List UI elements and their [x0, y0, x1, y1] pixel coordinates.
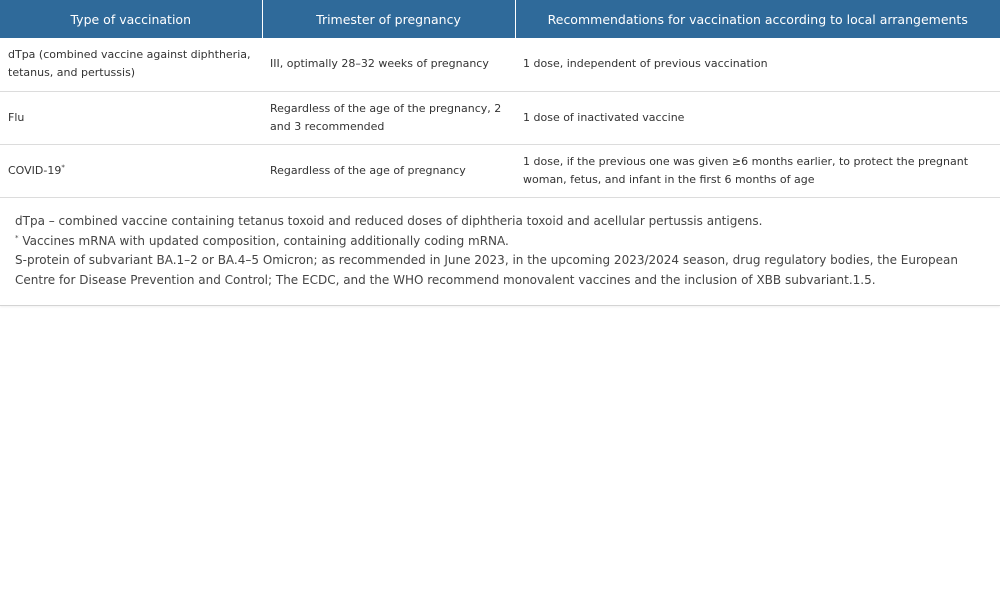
footnote-spike-protein: S-protein of subvariant BA.1–2 or BA.4–5 Omicron; as recommended in June 2023, in the upcoming 2023/2024 season, drug regulatory bodies, the European Centre for Disease Prevention and Control; The ECDC, and the WHO recommend monovalent vaccines and the inclusion of XBB subvariant.1.5. — [15, 253, 958, 287]
footnote-asterisk-text: Vaccines mRNA with updated composition, containing additionally coding mRNA. — [18, 233, 509, 248]
vaccine-type-text: COVID-19 — [8, 163, 62, 177]
column-header-type: Type of vaccination — [0, 0, 262, 38]
cell-recommendation: 1 dose, independent of previous vaccination — [523, 57, 768, 71]
cell-vaccine-type — [0, 38, 262, 91]
column-header-recommendation: Recommendations for vaccination according to local arrangements — [515, 0, 1000, 38]
cell-vaccine-type — [0, 144, 262, 197]
table-body — [0, 38, 1000, 197]
footnote-asterisk — [15, 232, 992, 252]
vaccination-table — [0, 0, 1000, 197]
vaccine-type-text: Flu — [8, 110, 25, 124]
table-row — [0, 144, 1000, 197]
cell-vaccine-type — [0, 91, 262, 144]
cell-trimester: III, optimally 28–32 weeks of pregnancy — [270, 57, 489, 71]
cell-recommendation: 1 dose, if the previous one was given ≥6 months earlier, to protect the pregnant woman, fetus, and infant in the first 6 months of age — [515, 144, 1000, 197]
column-header-trimester: Trimester of pregnancy — [262, 0, 515, 38]
cell-trimester: Regardless of the age of the pregnancy, 2 and 3 recommended — [262, 91, 515, 144]
footnote-asterisk-mark: * — [15, 233, 19, 242]
table-header — [0, 0, 1000, 38]
header-row — [0, 0, 1000, 38]
table-row — [0, 38, 1000, 91]
cell-recommendation: 1 dose of inactivated vaccine — [515, 91, 1000, 144]
footnote-marker: * — [61, 163, 65, 172]
cell-trimester: Regardless of the age of pregnancy — [262, 144, 515, 197]
table-footnotes — [0, 197, 1000, 305]
footnote-abbreviation: dTpa – combined vaccine containing tetanus toxoid and reduced doses of diphtheria toxoid and acellular pertussis antigens. — [15, 214, 763, 228]
table-row — [0, 91, 1000, 144]
vaccine-type-text: dTpa (combined vaccine against diphtheria, tetanus, and pertussis) — [8, 48, 251, 80]
